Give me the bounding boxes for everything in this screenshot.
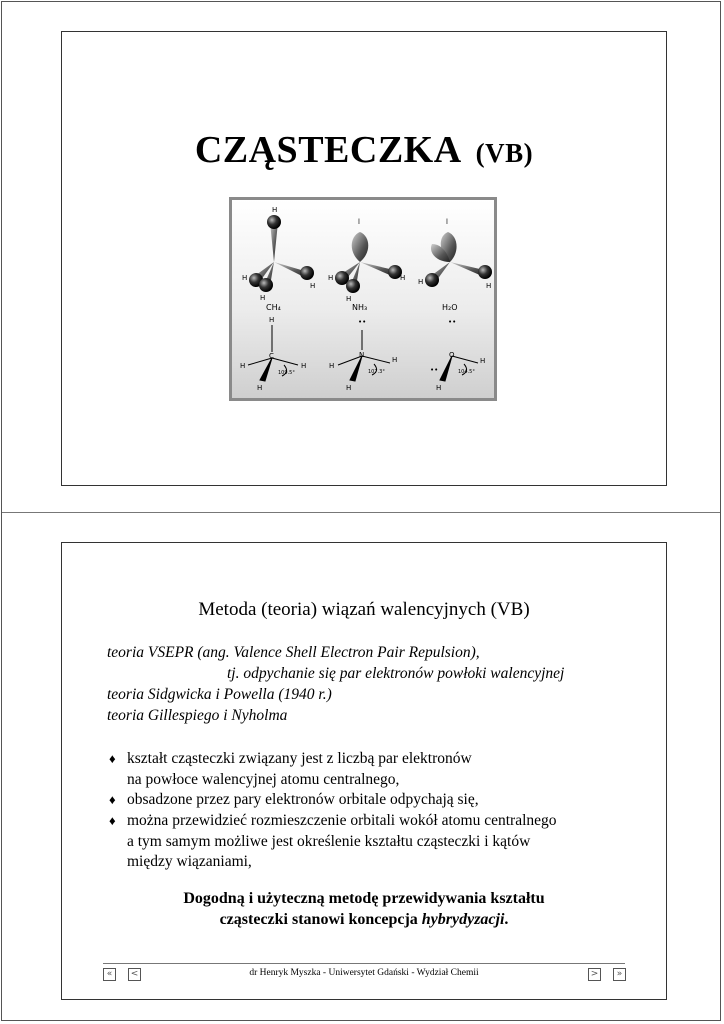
theory-line: teoria VSEPR (ang. Valence Shell Electron Pair Repulsion), [107, 644, 480, 661]
h-label: H [392, 356, 398, 364]
center-atom-n: N [359, 351, 365, 359]
molecular-geometry-figure [229, 197, 497, 401]
h-label: H [436, 384, 442, 392]
slide-2 [61, 542, 667, 1000]
h-label: H [480, 357, 486, 365]
page [1, 1, 721, 1021]
footer-author: dr Henryk Myszka - Uniwersytet Gdański - Wydział Chemii [249, 968, 479, 978]
bullet-line: obsadzone przez pary elektronów orbitale odpychają się, [127, 791, 479, 808]
lone-pair: •• [358, 318, 367, 326]
nh3-3d-model [328, 218, 405, 303]
slide-title [62, 128, 666, 172]
title-main: CZĄSTECZKA [194, 129, 462, 171]
page-divider [2, 512, 720, 513]
h2o-3d-model [418, 218, 492, 290]
formula-ch4: CH₄ [266, 303, 281, 312]
lone-pair: •• [448, 318, 457, 326]
nav-last-button[interactable]: » [613, 968, 626, 981]
theory-line: teoria Sidgwicka i Powella (1940 r.) [107, 686, 332, 703]
nav-first-button[interactable]: « [103, 968, 116, 981]
footer-rule [103, 963, 625, 964]
formula-h2o: H₂O [442, 303, 458, 312]
angle-h2o: 104.5° [458, 369, 475, 375]
ch4-3d-model [242, 206, 315, 302]
bullet-line: kształt cząsteczki związany jest z liczbą par elektronów [127, 750, 472, 767]
h-label: H [346, 295, 352, 303]
h-label: H [418, 278, 424, 286]
lone-pair-label: l [446, 218, 448, 226]
center-atom-c: C [269, 352, 274, 360]
bullet-item [109, 790, 649, 811]
conclusion-emphasis: hybrydyzacji [421, 911, 505, 928]
h-label: H [486, 282, 492, 290]
h-label: H [272, 206, 278, 214]
h-label: H [400, 274, 406, 282]
bullet-item [109, 749, 649, 790]
h-label: H [242, 274, 248, 282]
conclusion-line-1: Dogodną i użyteczną metodę przewidywania kształtu [183, 890, 545, 907]
h-label: H [269, 316, 275, 324]
conclusion [62, 888, 666, 930]
conclusion-suffix: . [504, 911, 509, 928]
angle-nh3: 107.3° [368, 369, 385, 375]
nav-next-button[interactable]: > [588, 968, 601, 981]
nav-prev-button[interactable]: < [128, 968, 141, 981]
lone-pair: •• [430, 366, 439, 374]
conclusion-prefix: cząsteczki stanowi koncepcja [219, 911, 422, 928]
theory-line: tj. odpychanie się par elektronów powłoki walencyjnej [227, 665, 565, 682]
h-label: H [346, 384, 352, 392]
bullet-line: a tym samym możliwe jest określenie kształtu cząsteczki i kątów [127, 832, 531, 850]
h-label: H [310, 282, 316, 290]
bullet-line: między wiązaniami, [127, 853, 252, 870]
conclusion-line-2 [62, 909, 666, 930]
lone-pair-label: l [358, 218, 360, 226]
bullet-diamond-icon: ♦ [109, 792, 116, 807]
center-atom-o: O [449, 351, 455, 359]
bullet-item [109, 811, 649, 873]
angle-ch4: 109.5° [278, 370, 295, 376]
theory-line: teoria Gillespiego i Nyholma [107, 707, 288, 724]
slide-1 [61, 31, 667, 486]
bullet-diamond-icon: ♦ [109, 751, 116, 766]
h-label: H [301, 362, 307, 370]
formula-nh3: NH₃ [352, 303, 368, 312]
molecule-diagram [232, 200, 494, 398]
bullet-line: można przewidzieć rozmieszczenie orbitali wokół atomu centralnego [127, 812, 557, 829]
h-label: H [328, 274, 334, 282]
h-label: H [257, 384, 263, 392]
h-label: H [240, 362, 246, 370]
title-suffix: (VB) [475, 138, 534, 168]
bullet-diamond-icon: ♦ [109, 813, 116, 828]
h-label: H [329, 362, 335, 370]
slide-heading: Metoda (teoria) wiązań walencyjnych (VB) [198, 599, 530, 620]
h-label: H [260, 294, 266, 302]
bullet-line: na powłoce walencyjnej atomu centralnego, [127, 770, 400, 788]
